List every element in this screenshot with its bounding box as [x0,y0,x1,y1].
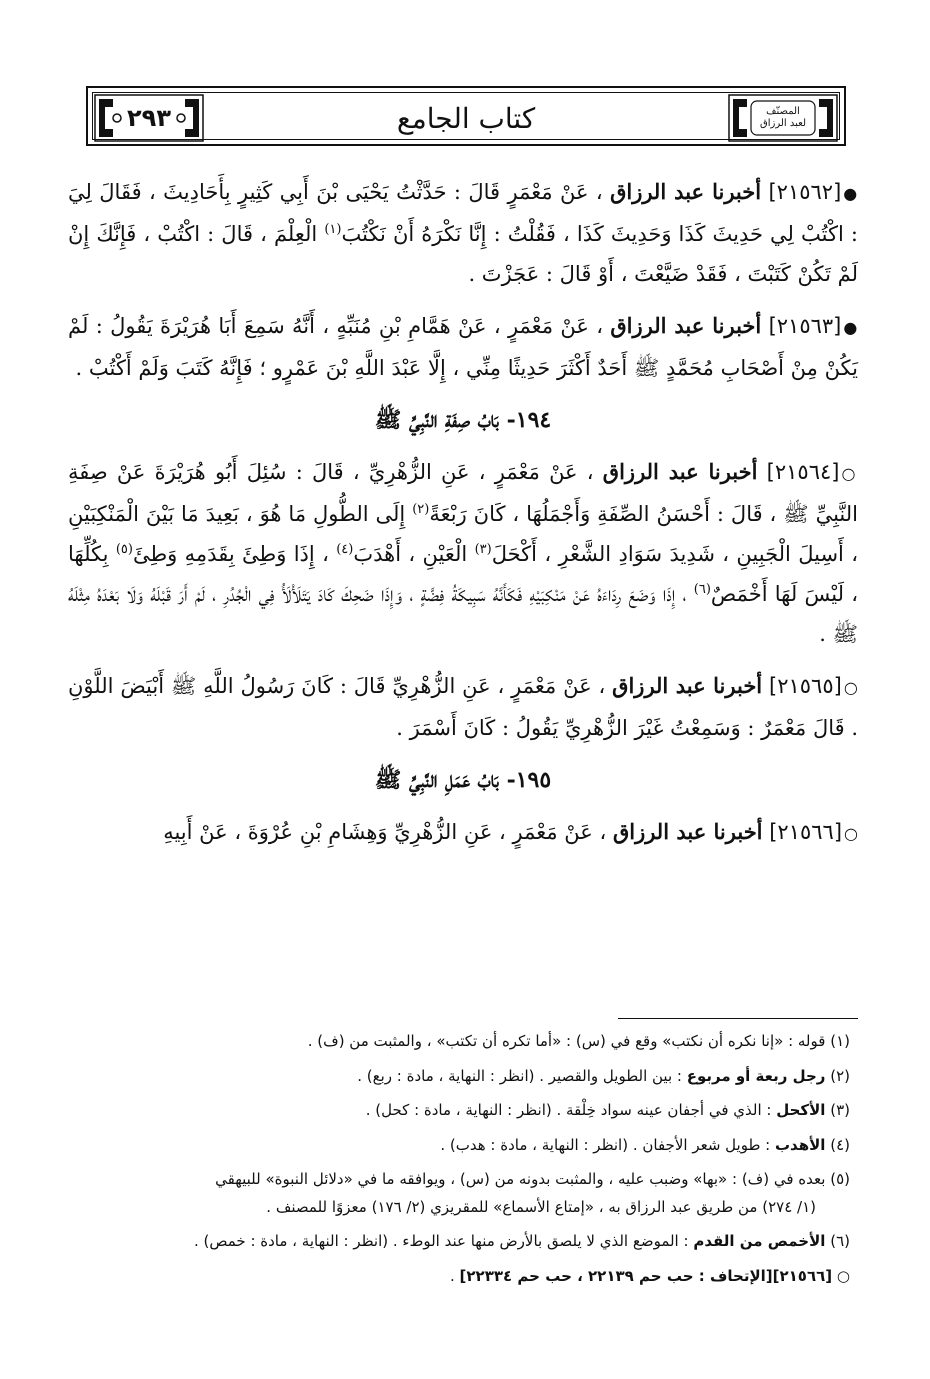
hadith-21564 [68,452,858,654]
running-title: كتاب الجامع [396,101,536,135]
book-logo [727,93,839,143]
footnote-term: رجل ربعة أو مربوع [686,1066,826,1085]
hadith-text: ، عَنْ مَعْمَرٍ ، عَنِ الزُّهْرِيِّ ، قَالَ : سُئِلَ أَبُو هُرَيْرَةَ عَنْ صِفَةِ النَّبِيِّ ﷺ ، قَالَ : أَحْسَنُ الصِّفَةِ وَأَجْمَلُهَا ، كَانَ رَبْعَةً [68,460,858,526]
footnote-5 [68,1166,850,1194]
footnote-separator [618,1018,858,1019]
footnote-ref: (٤) [336,542,354,557]
footnote-text: (١/ ٢٧٤) من طريق عبد الرزاق به ، «إمتاع الأسماع» للمقريزي (٢/ ١٧٦) معزوًا للمصنف . [266,1197,816,1216]
footnote-3 [68,1097,850,1125]
footnotes [68,1028,850,1297]
footnote-term: الأخمص من القدم [693,1232,826,1250]
open-circle-marker-icon: ○ [841,464,858,483]
footnote-number: (١) [830,1032,850,1050]
footnote-text: بعده في (ف) : «بها» وضبب عليه ، والمثبت بدونه من (س) ، ويوافقه ما في «دلائل النبوة» للبيهقي [215,1170,826,1188]
page-number: ٢٩٣ [123,104,175,132]
footnote-term: الأكحل [776,1101,826,1119]
hadith-number: [٢١٥٦٦] [769,820,843,844]
hadith-number: [٢١٥٦٤] [766,460,840,484]
footnote-number: (٢) [830,1066,850,1085]
open-circle-marker-icon: ○ [836,1266,850,1285]
filled-circle-marker-icon: ● [843,184,858,203]
hadith-number: [٢١٥٦٣] [768,314,842,338]
footnote-1 [68,1028,850,1056]
hadith-text: إِلَى الطُّولِ مَا هُوَ ، بَعِيدَ مَا بَيْنَ الْمَنْكِبَيْنِ ، أَسِيلَ الْجَبِينِ ، شَدِيدَ سَوَادِ الشَّعْرِ ، أَكْحَلَ [68,502,859,566]
hadith-text: بِكُلِّهَا ، لَيْسَ لَهَا أَخْمَصٌ [68,542,858,606]
footnote-ref: (٦) [693,582,711,597]
hadith-text: ، إِذَا وَضَعَ رِدَاءَهُ عَنْ مَنْكِبَيْهِ فَكَأَنَّهُ سَبِيكَةُ فِضَّةٍ ، وَإِذَا ضَحِكَ كَادَ يَتَلَأْلَأُ فِي الْجُدُرِ ، لَمْ أَرَ قَبْلَهُ وَلَا بَعْدَهُ مِثْلَهُ ﷺ . [68,582,858,646]
footnote-ref: (٢) [412,502,430,517]
footnote-number: (٣) [830,1101,850,1119]
filled-circle-marker-icon: ● [843,318,858,337]
chapter-heading-194: ١٩٤- بَابُ صِفَةِ النَّبِيِّ ﷺ [374,407,552,433]
footnote-ref: (١) [324,222,342,237]
footnote-term: الأهدب [774,1135,826,1154]
takhrij-note [68,1263,850,1291]
footnote-text: : طويل شعر الأجفان . (انظر : النهاية ، مادة : هدب) . [440,1135,775,1154]
hadith-text: الْعِلْمَ ، قَالَ : اكْتُبْ ، فَإِنَّكَ إِنْ لَمْ تَكُنْ كَتَبْتَ ، فَقَدْ ضَيَّعْتَ ، أَوْ قَالَ : عَجَزْتَ . [68,222,858,286]
hadith-text: الْعَيْنِ ، أَهْدَبَ [353,542,475,566]
footnote-text: . [449,1266,460,1285]
footnote-4 [68,1132,850,1160]
footnote-5-continued [68,1194,850,1222]
hadith-source: أخبرنا عبد الرزاق [610,313,762,338]
hadith-number: [٢١٥٦٥] [769,674,842,698]
page-header [86,86,846,146]
footnote-number: (٦) [830,1232,850,1250]
hadith-21566 [68,812,858,854]
hadith-text: ، عَنْ مَعْمَرٍ قَالَ : حَدَّثْتُ يَحْيَى بْنَ أَبِي كَثِيرٍ بِأَحَادِيثَ ، فَقَالَ لِيَ : اكْتُبْ لِي حَدِيثَ كَذَا وَحَدِيثَ كَذَا ، فَقُلْتُ : إِنَّا نَكْرَهُ أَنْ نَكْتُبَ [68,180,858,246]
main-text [68,172,858,866]
footnote-ref: (٥) [115,542,133,557]
chapter-heading-195: ١٩٥- بَابُ عَمَلِ النَّبِيِّ ﷺ [374,767,552,793]
hadith-text: ، عَنْ مَعْمَرٍ ، عَنِ الزُّهْرِيِّ وَهِشَامِ بْنِ عُرْوَةَ ، عَنْ أَبِيهِ [163,820,607,844]
footnote-ref: (٣) [474,542,492,557]
takhrij-reference: [٢١٥٦٦][الإتحاف : حب حم ٢٢١٣٩ ، حب حم ٢٢٣٣٤] [459,1266,833,1285]
footnote-text: : بين الطويل والقصير . (انظر : النهاية ، مادة : ربع) . [357,1066,687,1085]
page-number-ornament [93,93,205,143]
hadith-source: أخبرنا عبد الرزاق [610,179,762,204]
hadith-text: ، عَنْ مَعْمَرٍ ، عَنِ الزُّهْرِيِّ قَالَ : كَانَ رَسُولُ اللَّهِ ﷺ أَبْيَضَ اللَّوْنِ . قَالَ مَعْمَرٌ : وَسَمِعْتُ غَيْرَ الزُّهْرِيِّ يَقُولُ : كَانَ أَسْمَرَ . [68,674,858,740]
hadith-21562 [68,172,858,294]
logo-line-1: المصنّف [766,106,800,117]
hadith-21565 [68,666,858,748]
hadith-text: ، عَنْ مَعْمَرٍ ، عَنْ هَمَّامِ بْنِ مُنَبِّهٍ ، أَنَّهُ سَمِعَ أَبَا هُرَيْرَةَ يَقُولُ : لَمْ يَكُنْ مِنْ أَصْحَابِ مُحَمَّدٍ ﷺ أَحَدٌ أَكْثَرَ حَدِيثًا مِنِّي ، إِلَّا عَبْدَ اللَّهِ بْنَ عَمْرٍو ؛ فَإِنَّهُ كَتَبَ وَلَمْ أَكْتُبْ . [68,314,858,380]
footnote-6 [68,1228,850,1256]
hadith-21563 [68,306,858,388]
footnote-number: (٥) [830,1170,850,1188]
open-circle-marker-icon: ○ [843,678,858,697]
footnote-2 [68,1063,850,1091]
footnote-text: : الموضع الذي لا يلصق بالأرض منها عند الوطء . (انظر : النهاية ، مادة : خمص) . [193,1232,694,1250]
header-frame [92,92,840,140]
logo-line-2: لعبد الرزاق [759,118,807,129]
footnote-text: قوله : «إنا نكره أن نكتب» وقع في (س) : «أما تكره أن تكتب» ، والمثبت من (ف) . [307,1032,826,1050]
hadith-source: أخبرنا عبد الرزاق [602,459,758,484]
hadith-text: ، إِذَا وَطِئَ بِقَدَمِهِ وَطِئَ [132,542,337,566]
hadith-source: أخبرنا عبد الرزاق [612,819,763,844]
hadith-source: أخبرنا عبد الرزاق [612,673,763,698]
open-circle-marker-icon: ○ [844,824,858,843]
footnote-text: : الذي في أجفان عينه سواد خِلْقة . (انظر : النهاية ، مادة : كحل) . [365,1101,777,1119]
hadith-number: [٢١٥٦٢] [768,180,842,204]
footnote-number: (٤) [830,1135,850,1154]
logo-text [757,105,809,131]
